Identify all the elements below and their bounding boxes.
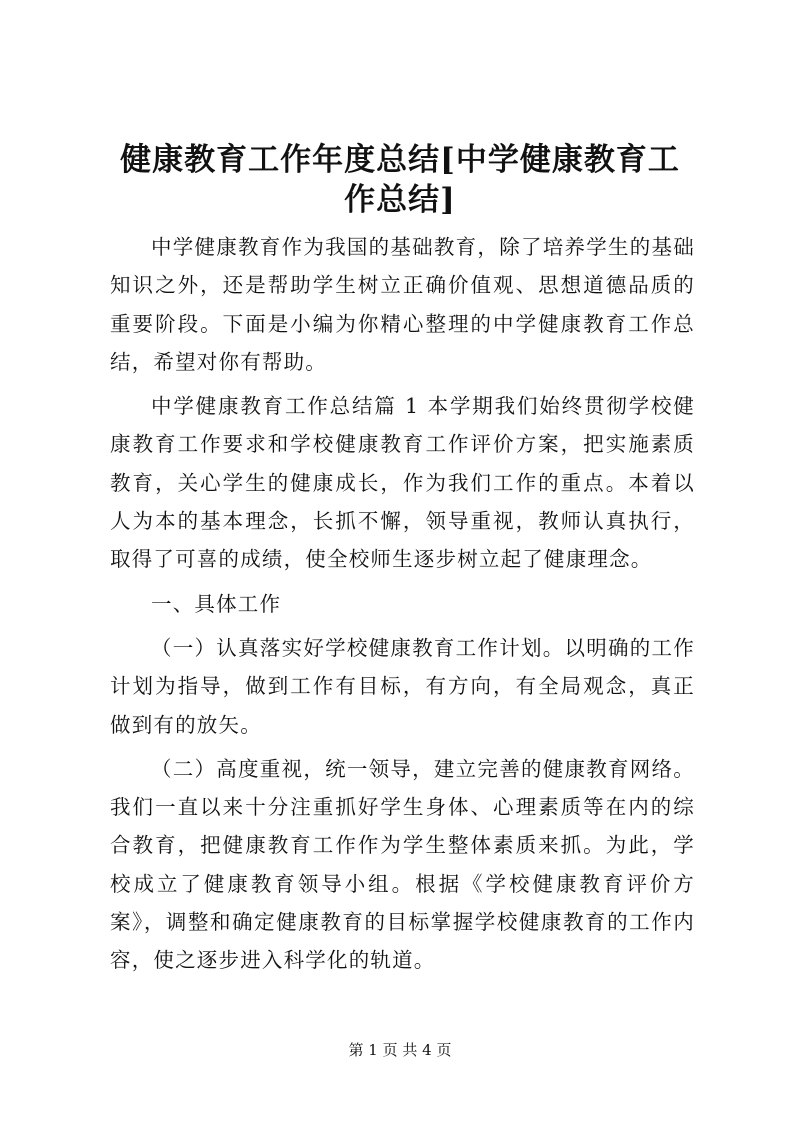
document-title: 健康教育工作年度总结[中学健康教育工作总结] [120, 142, 680, 218]
page-footer: 第 1 页 共 4 页 [348, 1041, 452, 1059]
work-item-2: （二）高度重视，统一领导，建立完善的健康教育网络。我们一直以来十分注重抓好学生身体、心理素质等在内的综合教育，把健康教育工作作为学生整体素质来抓。为此，学校成立了健康教育领导小组。根据《学校健康教育评价方案》，调整和确定健康教育的目标掌握学校健康教育的工作内容，使之逐步进入科学化的轨道。 [110, 756, 695, 973]
intro-paragraph: 中学健康教育作为我国的基础教育，除了培养学生的基础知识之外，还是帮助学生树立正确价值观、思想道德品质的重要阶段。下面是小编为你精心整理的中学健康教育工作总结，希望对你有帮助。 [110, 235, 695, 374]
section-heading: 一、具体工作 [151, 591, 282, 616]
document-body [110, 228, 695, 980]
work-item-1: （一）认真落实好学校健康教育工作计划。以明确的工作计划为指导，做到工作有目标，有方向，有全局观念，真正做到有的放矢。 [110, 635, 695, 737]
summary-paragraph: 中学健康教育工作总结篇 1 本学期我们始终贯彻学校健康教育工作要求和学校健康教育工作评价方案，把实施素质教育，关心学生的健康成长，作为我们工作的重点。本着以人为本的基本理念，长抓不懈，领导重视，教师认真执行，取得了可喜的成绩，使全校师生逐步树立起了健康理念。 [110, 394, 695, 572]
